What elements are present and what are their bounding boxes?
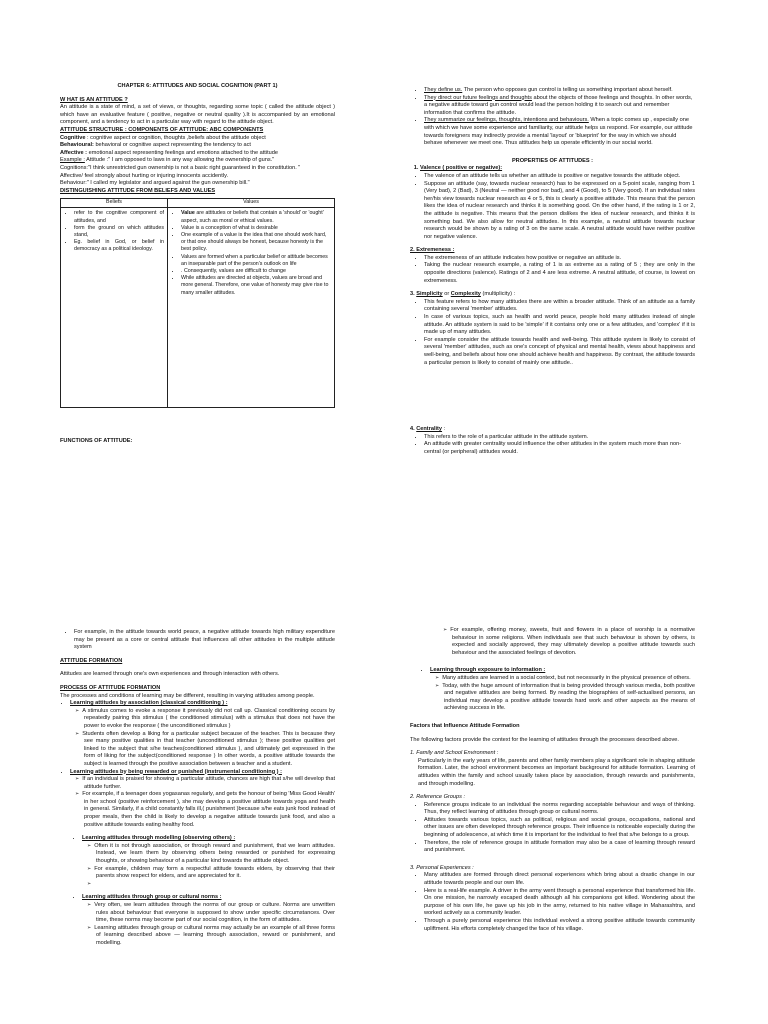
value-item: • . Consequently, values are difficult to change <box>181 268 331 275</box>
page2-left-column <box>60 629 335 948</box>
reference-item: • Reference groups indicate to an individual the norms regarding acceptable behaviour and ways of thinking. Thus, they reflect learning of attitudes through group or cultural norms. <box>424 802 695 817</box>
factors-heading: Factors that Influence Attitude Formation <box>410 722 520 729</box>
valence-item: • The valence of an attitude tells us whether an attitude is positive or negative towards the attitude object. <box>424 173 695 181</box>
belief-item: • form the ground on which attitudes stand, <box>74 225 164 239</box>
behavioural-line: Behavioural: behavioral or cognitive aspect representing the tendency to act <box>60 142 251 149</box>
assoc-item: ➢ A stimulus comes to evoke a response it previously did not call up. Classical conditioning occurs by repeatedly pairing this stimulus ( the conditioned stimulus) with a stimulus that does not have the power to evoke the response ( the unconditioned stimulus ) <box>84 708 335 731</box>
centrality-title: 4. Centrality : <box>410 426 446 432</box>
personal-item: • Here is a real-life example. A driver in the army went through a personal experience that transformed his life. On one mission, he narrowly escaped death although all his companions got killed. Wondering about the purpose of his own life, he gave up his job in the army, returned to his native village in Maharashtra, and worked actively as a community leader. <box>424 888 695 918</box>
function-item: • They summarize our feelings, thoughts, intentions and behaviours. When a topic comes up , especially one with which we have some experience and familiarity, our attitude helps us respond. For example, our attitude towards foreigners may indirectly provide a mental 'layout' or 'blueprint' for the way in which we should behave whenever we meet one. Thus attitudes help us operate efficiently in our social world. <box>424 117 695 147</box>
norms-item: ➢ Learning attitudes through group or cultural norms may actually be an example of all three forms of learning described above — learning through association, reward or punishment, and modelling. <box>96 925 335 948</box>
reference-title: 2. Reference Groups : <box>410 794 466 801</box>
factors-text: The following factors provide the context for the learning of attitudes through the processes described above. <box>410 736 679 743</box>
value-item: • One example of a value is the idea that one should work hard, or that one should always be honest, because honesty is the best policy. <box>181 232 331 254</box>
behaviour-line: Behaviour:" I called my legislator and argued against the gun ownership bill." <box>60 180 250 187</box>
modelling-item: ➢ Often it is not through association, or through reward and punishment, that we learn attitudes. Instead, we learn them by observing others being rewarded or punished for expressing thoughts, or showing behaviour of a particular kind towards the attitude object. <box>96 843 335 866</box>
extremeness-list <box>410 255 695 285</box>
offering-item: ➢ For example, offering money, sweets, fruit and flowers in a place of worship is a normative behaviour in some religions. When individuals see that such behaviour is shown by others, is expected and socially approved, they may ultimately develop a positive attitude towards such behaviour and the associated feelings of devotion. <box>452 627 695 657</box>
simplicity-list <box>410 299 695 367</box>
table-header-beliefs: Beliefs <box>61 199 168 208</box>
page2-right-column <box>410 627 695 933</box>
personal-title: 3. Personal Experiences : <box>410 864 474 871</box>
values-cell <box>168 208 335 408</box>
offering-list <box>410 627 695 657</box>
exposure-list <box>410 667 695 713</box>
personal-list <box>410 872 695 933</box>
simplicity-item: • For example consider the attitude towards health and well-being. This attitude system is likely to consist of several 'member' attitudes, such as one's concept of physical and mental health, views about happiness and well-being, and beliefs about how one should achieve health and happiness. By contrast, the attitude towards a particular person is likely to consist of mainly one attitude.. <box>424 337 695 367</box>
properties-heading: PROPERTIES OF ATTITUDES : <box>511 157 594 164</box>
reward-item: ➢ For example, if a teenager does yogasanas regularly, and gets the honour of being 'Miss Good Health' in her school (positive reinforcement ), she may develop a positive attitude towards yoga and health in general. Similarly, if a child constantly falls ill,( punishment )because s/he eats junk food instead of proper meals, then the child is likely to develop a negative attitude towards junk food, and also a positive attitude towards eating healthy food. <box>84 791 335 829</box>
distinguish-heading: DISTINGUISHING ATTITUDE FROM BELIEFS AND VALUES <box>60 187 216 194</box>
page1-right-column <box>410 87 695 367</box>
modelling-item: ➢ For example, children may form a respectful attitude towards elders, by observing that their parents show respect for elders, and are appreciated for it. <box>96 866 335 881</box>
norms-section: • Learning attitudes through group or cultural norms : ➢ Very often, we learn attitudes through the norms of our group or culture. Norms are unwritten rules about behaviour that everyone is supposed to show under specific circumstances. Over time, these norms may become part of our social cognition, in the form of attitudes. ➢ Learning attitudes through group or cultural norms may actually be an example of all three forms of learning described above — learning through association, reward or punishment, and modelling. <box>82 894 335 947</box>
definition-text: An attitude is a state of mind, a set of views, or thoughts, regarding some topic ( called the attitude object ) which have an evaluative feature ( positive, negative or neutral quality ).It is accompanied by an emotional component, and a tendency to act in a particular way with regard to the attitude object. <box>60 104 335 126</box>
affective-feel-line: Affective/ feel strongly about hurting or injuring innocents accidently. <box>60 172 229 179</box>
exposure-item: ➢ Today, with the huge amount of information that is being provided through various media, both positive and negative attitudes are being formed. By reading the biographies of self-actualised persons, an individual may develop a positive attitude towards hard work and other aspects as the means of achieving success in life. <box>444 683 695 713</box>
extremeness-item: • Taking the nuclear research example, a rating of 1 is as extreme as a rating of 5 ; they are only in the opposite directions (valence). Ratings of 2 and 4 are less extreme. A neutral attitude, of course, is lowest on extremeness. <box>424 262 695 285</box>
exposure-item: ➢ Many attitudes are learned in a social context, but not necessarily in the physical presence of others. <box>444 675 695 683</box>
norms-item: ➢ Very often, we learn attitudes through the norms of our group or culture. Norms are unwritten rules about behaviour that everyone is supposed to show under specific circumstances. Over time, these norms may become part of our social cognition, in the form of attitudes. <box>96 902 335 925</box>
belief-item: • refer to the cognitive component of attitudes, and <box>74 210 164 224</box>
family-title: 1. Family and School Environment : <box>410 750 499 757</box>
assoc-item: ➢ Students often develop a liking for a particular subject because of the teacher. This is because they see many positive qualities in that teacher (unconditioned stimulus ); these positive qualities get linked to the subject that s/he teaches(conditioned stimulus ), and ultimately get expressed in the form of liking for the subject(conditioned response ) In other words, a positive attitude towards the subject is learned through the positive association between a teacher and a student. <box>84 731 335 769</box>
belief-item: • Eg. belief in God, or belief in democracy as a political ideology. <box>74 239 164 253</box>
reference-item: • Therefore, the role of reference groups in attitude formation may also be a case of learning through reward and punishment. <box>424 840 695 855</box>
exposure-section: • Learning through exposure to information : ➢ Many attitudes are learned in a social context, but not necessarily in the physical presence of others. ➢ Today, with the huge amount of information that is being provided through various media, both positive and negative attitudes are being formed. By reading the biographies of self-actualised persons, an individual may develop a positive attitude towards hard work and other aspects as the means of achieving success in life. <box>430 667 695 713</box>
assoc-section: • Learning attitudes by association (classical conditioning ) : ➢ A stimulus comes to evoke a response it previously did not call up. Classical conditioning occurs by repeatedly pairing this stimulus ( the conditioned stimulus) with a stimulus that does not have the power to evoke the response ( the unconditioned stimulus ) ➢ Students often develop a liking for a particular subject because of the teacher. This is because they see many positive qualities in that teacher (unconditioned stimulus ); these positive qualities get linked to the subject that s/he teaches(conditioned stimulus ), and ultimately get expressed in the form of liking for the subject(conditioned response ) In other words, a positive attitude towards the subject is learned through the positive association between a teacher and a student. <box>70 700 335 768</box>
centrality-item: • This refers to the role of a particular attitude in the attitude system. <box>424 434 695 442</box>
function-item: • They define us. The person who opposes gun control is telling us something important about herself. <box>424 87 695 95</box>
personal-item: • Many attitudes are formed through direct personal experiences which bring about a drastic change in our attitude towards people and our own life. <box>424 872 695 887</box>
structure-heading: ATTITUDE STRUCTURE : COMPONENTS OF ATTITUDE: ABC COMPONENTS <box>60 126 264 133</box>
value-item: • Values are formed when a particular belief or attitude becomes an inseparable part of the person's outlook on life <box>181 254 331 268</box>
attitude-formation-text: Attitudes are learned through one's own experiences and through interaction with others. <box>60 671 280 678</box>
valence-section <box>410 165 695 173</box>
cognitive-line: Cognitive : cognitive aspect or cognition, thoughts ,beliefs about the attitude object <box>60 134 266 141</box>
example-line: Example : Attitude :" I am opposed to laws in any way allowing the ownership of guns." <box>60 157 275 164</box>
family-text: Particularly in the early years of life, parents and other family members play a significant role in shaping attitude formation. Later, the school environment becomes an important background for attitude formation. Learning of attitudes within the family and school usually takes place by association, through rewards and punishments, and through modelling. <box>418 757 695 787</box>
simplicity-item: • In case of various topics, such as health and world peace, people hold many attitudes instead of single attitude. An attitude system is said to be 'simple' if it contains only one or a few attitudes, and 'complex' if it is made up of many attitudes. <box>424 314 695 337</box>
page1-left-column <box>60 83 335 408</box>
process-list <box>60 700 335 829</box>
valence-title: 1. Valence ( positive or negative): <box>420 165 695 173</box>
cognitions-line: Cognitions:"I think unrestricted gun ownership is not a basic right guaranteed in the constitution. " <box>60 164 301 171</box>
value-item: • Value is a conception of what is desirable <box>181 225 331 232</box>
affective-line: Affective : emotional aspect representing feelings and emotions attached to the attitude <box>60 149 278 156</box>
functions-heading: FUNCTIONS OF ATTITUDE: <box>60 438 133 444</box>
process-heading: PROCESS OF ATTITUDE FORMATION <box>60 684 161 691</box>
centrality-section <box>410 426 695 456</box>
personal-item: • Through a purely personal experience this individual evolved a strong positive attitude towards community upliftment. His efforts completely changed the face of his village. <box>424 918 695 933</box>
reward-item: ➢ If an individual is praised for showing a particular attitude, chances are high that s/he will develop that attitude further. <box>84 776 335 791</box>
centrality-list <box>410 434 695 457</box>
function-item: • They direct our future feelings and thoughts about the objects of those feelings and thoughts. In other words, a negative attitude toward gun control would lead the person holding it to search out and remember information that confirms the attitude. <box>424 95 695 118</box>
value-item: • Value are attitudes or beliefs that contain a 'should' or 'ought' aspect, such as moral or ethical values. <box>181 210 331 224</box>
reward-section: • Learning attitudes by being rewarded or punished (instrumental conditioning ) : ➢ If an individual is praised for showing a particular attitude, chances are high that s/he will develop that attitude further. ➢ For example, if a teenager does yogasanas regularly, and gets the honour of being 'Miss Good Health' in her school (positive reinforcement ), she may develop a positive attitude towards yoga and health in general. Similarly, if a child constantly falls ill,( punishment )because s/he eats junk food instead of proper meals, then the child is likely to develop a negative attitude towards junk food, and also a positive attitude towards eating healthy food. <box>70 769 335 830</box>
beliefs-values-table <box>60 198 335 408</box>
table-header-values: Values <box>168 199 335 208</box>
value-item: • While attitudes are directed at objects, values are broad and more general. Therefore, one value of honesty may give rise to many smaller attitudes. <box>181 275 331 297</box>
world-peace-item: • For example, in the attitude towards world peace, a negative attitude towards high military expenditure may be present as a core or central attitude that influences all other attitudes in the multiple attitude system <box>74 629 335 652</box>
centrality-item: • An attitude with greater centrality would influence the other attitudes in the system much more than non-central (or peripheral) attitudes would. <box>424 441 695 456</box>
simplicity-title: 3. Simplicity or Complexity (multiplicity) : <box>410 291 516 298</box>
world-peace-list <box>60 629 335 652</box>
beliefs-cell <box>61 208 168 408</box>
valence-list <box>410 173 695 241</box>
reference-item: • Attitudes towards various topics, such as political, religious and social groups, occupations, national and other issues are often developed through reference groups. Their influence is noticeable especially during the beginning of adolescence, at which time it is important for the individual to feel that s/he belongs to a group. <box>424 817 695 840</box>
modelling-section: • Learning attitudes through modelling (observing others) : ➢ Often it is not through association, or through reward and punishment, that we learn attitudes. Instead, we learn them by observing others being rewarded or punished for expressing thoughts, or showing behaviour of a particular kind towards the attitude object. ➢ For example, children may form a respectful attitude towards elders, by observing that their parents show respect for elders, and are appreciated for it. ➢ <box>82 835 335 888</box>
attitude-formation-heading: ATTITUDE FORMATION <box>60 657 123 664</box>
norms-list <box>60 894 335 947</box>
chapter-title: CHAPTER 6: ATTITUDES AND SOCIAL COGNITION (PART 1) <box>117 83 278 89</box>
reference-list <box>410 802 695 855</box>
modelling-item <box>96 881 335 889</box>
extremeness-title: 2. Extremeness : <box>410 247 455 254</box>
extremeness-item: • The extremeness of an attitude indicates how positive or negative an attitude is. <box>424 255 695 263</box>
valence-item: • Suppose an attitude (say, towards nuclear research) has to be expressed on a 5-point scale, ranging from 1 (Very bad), 2 (Bad), 3 (Neutral — neither good nor bad), and 4 (Good), to 5 (Very good). If an individual rates her/his view towards nuclear research as 4 or 5, this is clearly a positive attitude. This means that the person likes the idea of nuclear research and thinks it is something good. On the other hand, if the rating is 1 or 2, the attitude is negative. This means that the person dislikes the idea of nuclear research, and thinks it is something bad. We also allow for neutral attitudes. In this example, a neutral attitude towards nuclear research would be shown by a rating of 3 on the same scale. A neutral attitude would have neither positive nor negative valence. <box>424 181 695 242</box>
what-heading: W HAT IS AN ATTITUDE ? <box>60 96 128 103</box>
simplicity-item: • This feature refers to how many attitudes there are within a broader attitude. Think of an attitude as a family containing several 'member' attitudes. <box>424 299 695 314</box>
process-list-continued <box>60 835 335 888</box>
process-text: The processes and conditions of learning may be different, resulting in varying attitudes among people. <box>60 692 315 699</box>
